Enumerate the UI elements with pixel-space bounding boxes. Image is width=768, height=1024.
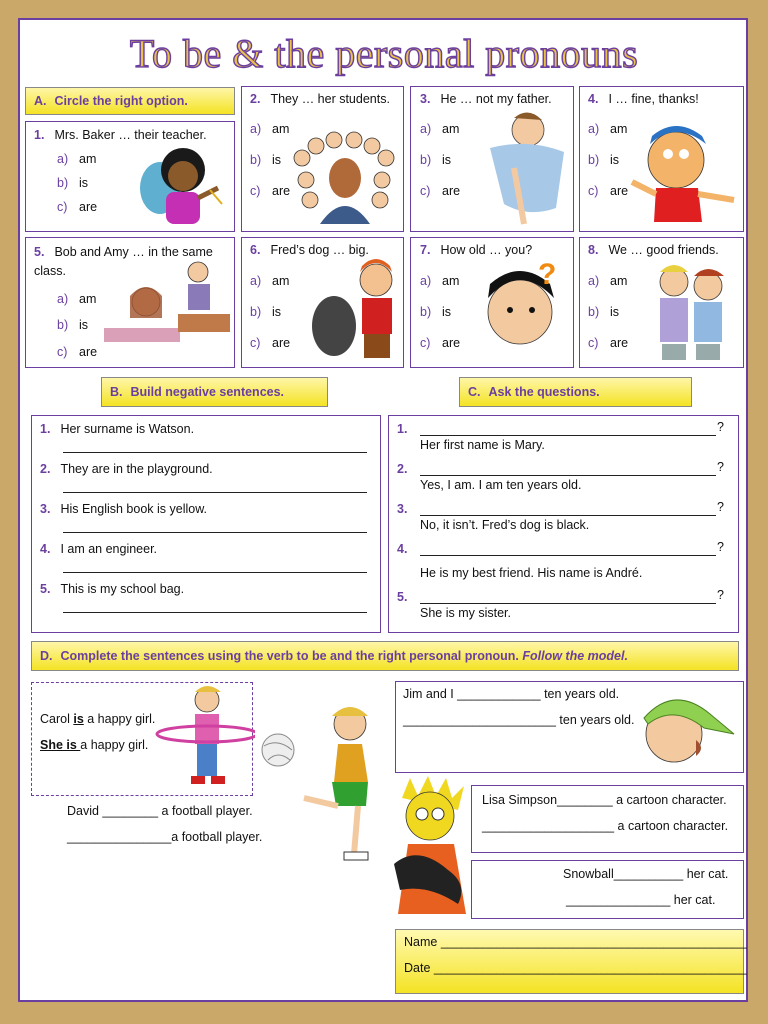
negative-item-1: 1. Her surname is Watson. (40, 422, 195, 436)
q7-option-b[interactable]: b) is (420, 305, 452, 319)
negative-item-3: 3. His English book is yellow. (40, 502, 208, 516)
q4-option-c[interactable]: c) are (588, 184, 629, 198)
question-line-c4[interactable] (420, 555, 716, 556)
question-mark-c3: ? (717, 500, 724, 514)
question-number-c2: 2. (397, 462, 408, 476)
answer-line-b3[interactable] (63, 532, 367, 533)
question-2: 2. They … her students. (250, 92, 390, 106)
section-d-label: Complete the sentences using the verb to be and the right personal pronoun. (60, 649, 519, 663)
lisa-sentence-2[interactable]: ___________________ a cartoon character. (482, 819, 729, 833)
q1-option-a[interactable]: a) am (57, 152, 97, 166)
answer-line-b4[interactable] (63, 572, 367, 573)
question-number-c4: 4. (397, 542, 408, 556)
q1-option-c[interactable]: c) are (57, 200, 98, 214)
question-7: 7. How old … you? (420, 243, 533, 257)
snowball-sentence-2[interactable]: _______________ her cat. (566, 893, 716, 907)
question-mark-c1: ? (717, 420, 724, 434)
classroom-illustration (100, 258, 232, 364)
model-sentence-2: She is a happy girl. (40, 738, 149, 752)
confused-boy-illustration (480, 254, 570, 362)
q4-option-b[interactable]: b) is (588, 153, 620, 167)
q6-option-a[interactable]: a) am (250, 274, 290, 288)
answer-c5: She is my sister. (420, 606, 511, 620)
q8-option-a[interactable]: a) am (588, 274, 628, 288)
section-c-header: C. Ask the questions. (459, 377, 692, 407)
q8-option-b[interactable]: b) is (588, 305, 620, 319)
q6-option-c[interactable]: c) are (250, 336, 291, 350)
q7-option-c[interactable]: c) are (420, 336, 461, 350)
q2-option-a[interactable]: a) am (250, 122, 290, 136)
q2-option-b[interactable]: b) is (250, 153, 282, 167)
question-1: 1. Mrs. Baker … their teacher. (34, 128, 207, 142)
section-d-header: D. Complete the sentences using the verb to be and the right personal pronoun. Follow the model. (31, 641, 739, 671)
boy-with-dog-illustration (308, 256, 402, 366)
q3-option-a[interactable]: a) am (420, 122, 460, 136)
q5-option-a[interactable]: a) am (57, 292, 97, 306)
answer-c1: Her first name is Mary. (420, 438, 545, 452)
david-sentence-1[interactable]: David ________ a football player. (67, 804, 253, 818)
question-number-c3: 3. (397, 502, 408, 516)
question-line-c5[interactable] (420, 603, 716, 604)
negative-item-2: 2. They are in the playground. (40, 462, 213, 476)
question-number-c1: 1. (397, 422, 408, 436)
lisa-sentence-1[interactable]: Lisa Simpson________ a cartoon character. (482, 793, 727, 807)
jim-sentence-1[interactable]: Jim and I ____________ ten years old. (403, 687, 620, 701)
section-a-label: Circle the right option. (54, 94, 188, 108)
q5-option-b[interactable]: b) is (57, 318, 89, 332)
q6-option-b[interactable]: b) is (250, 305, 282, 319)
name-field[interactable]: Name ____________________________________________ (404, 935, 747, 949)
section-b-label: Build negative sentences. (130, 385, 285, 399)
answer-c3: No, it isn’t. Fred’s dog is black. (420, 518, 590, 532)
negative-item-4: 4. I am an engineer. (40, 542, 158, 556)
question-line-c2[interactable] (420, 475, 716, 476)
students-illustration (290, 128, 400, 224)
answer-line-b1[interactable] (63, 452, 367, 453)
answer-c2: Yes, I am. I am ten years old. (420, 478, 582, 492)
q4-option-a[interactable]: a) am (588, 122, 628, 136)
question-3: 3. He … not my father. (420, 92, 552, 106)
jim-sentence-2[interactable]: ______________________ ten years old. (403, 713, 635, 727)
boy-with-cap-illustration (634, 684, 740, 768)
hula-hoop-girl-illustration (145, 684, 255, 792)
q5-option-c[interactable]: c) are (57, 345, 98, 359)
q2-option-c[interactable]: c) are (250, 184, 291, 198)
boy-waving-illustration (626, 124, 740, 228)
q7-option-a[interactable]: a) am (420, 274, 460, 288)
date-field[interactable]: Date _____________________________________________ (404, 961, 747, 975)
best-friends-illustration (646, 258, 740, 368)
svg-text:?: ? (538, 258, 557, 291)
q1-option-b[interactable]: b) is (57, 176, 89, 190)
teacher-illustration (138, 140, 226, 228)
section-a-header (25, 87, 235, 115)
david-sentence-2[interactable]: _______________a football player. (67, 830, 263, 844)
question-number-c5: 5. (397, 590, 408, 604)
question-5: 5. Bob and Amy … in the same class. (34, 245, 213, 278)
answer-c4: He is my best friend. His name is André. (420, 566, 643, 580)
negative-item-5: 5. This is my school bag. (40, 582, 185, 596)
section-b-box (31, 415, 381, 633)
model-sentence-1: Carol is a happy girl. (40, 712, 156, 726)
lisa-simpson-illustration (388, 774, 480, 920)
section-a-letter: A. (34, 94, 47, 108)
section-c-label: Ask the questions. (488, 385, 600, 399)
football-boy-illustration (258, 702, 388, 870)
q3-option-b[interactable]: b) is (420, 153, 452, 167)
thinking-man-illustration (484, 108, 570, 232)
question-6: 6. Fred’s dog … big. (250, 243, 369, 257)
q8-option-c[interactable]: c) are (588, 336, 629, 350)
section-b-header: B. Build negative sentences. (101, 377, 328, 407)
question-mark-c5: ? (717, 588, 724, 602)
q3-option-c[interactable]: c) are (420, 184, 461, 198)
answer-line-b5[interactable] (63, 612, 367, 613)
question-8: 8. We … good friends. (588, 243, 719, 257)
question-line-c3[interactable] (420, 515, 716, 516)
question-4: 4. I … fine, thanks! (588, 92, 699, 106)
question-mark-c2: ? (717, 460, 724, 474)
snowball-sentence-1[interactable]: Snowball__________ her cat. (563, 867, 729, 881)
question-mark-c4: ? (717, 540, 724, 554)
page-title: To be & the personal pronouns (129, 31, 639, 76)
section-d-label-italic: Follow the model. (522, 649, 628, 663)
question-line-c1[interactable] (420, 435, 716, 436)
answer-line-b2[interactable] (63, 492, 367, 493)
